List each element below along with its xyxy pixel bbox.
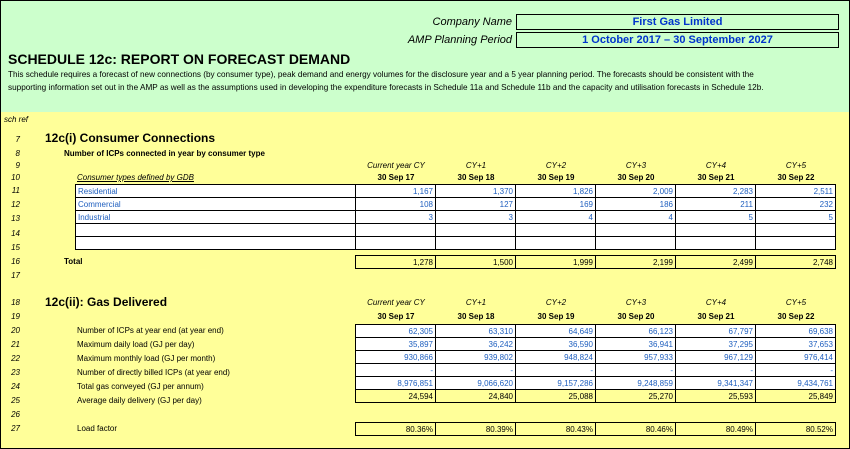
row-number: 14 xyxy=(11,229,20,238)
empty-cell[interactable] xyxy=(356,237,436,250)
row-number: 21 xyxy=(11,340,20,349)
empty-cell[interactable] xyxy=(516,224,596,237)
value-cell[interactable]: 967,129 xyxy=(676,351,756,364)
table-row xyxy=(356,364,836,377)
row-number: 17 xyxy=(11,271,20,280)
column-year-header: CY+1 xyxy=(465,298,487,307)
value-cell[interactable]: - xyxy=(516,364,596,377)
consumer-type-cell[interactable]: Commercial xyxy=(76,198,356,211)
value-cell[interactable]: 5 xyxy=(676,211,756,224)
load-factor-cell: 80.36% xyxy=(356,423,436,436)
value-cell[interactable]: 211 xyxy=(676,198,756,211)
column-date-header: 30 Sep 18 xyxy=(457,312,495,321)
calc-cell: 25,088 xyxy=(516,390,596,403)
row-number: 23 xyxy=(11,368,20,377)
company-name-value[interactable]: First Gas Limited xyxy=(516,14,839,30)
empty-cell[interactable] xyxy=(596,224,676,237)
row-number: 13 xyxy=(11,214,20,223)
consumer-type-cell[interactable]: Industrial xyxy=(76,211,356,224)
table-row xyxy=(76,185,836,198)
schedule-title: SCHEDULE 12c: REPORT ON FORECAST DEMAND xyxy=(8,51,351,67)
table-row xyxy=(356,377,836,390)
company-name-label: Company Name xyxy=(432,16,512,28)
total-cell: 1,999 xyxy=(516,256,596,269)
row-number: 19 xyxy=(11,312,20,321)
column-date-header: 30 Sep 17 xyxy=(377,312,415,321)
value-cell[interactable]: 36,941 xyxy=(596,338,676,351)
value-cell[interactable]: 976,414 xyxy=(756,351,836,364)
total-cell: 2,199 xyxy=(596,256,676,269)
row-number: 26 xyxy=(11,410,20,419)
empty-cell[interactable] xyxy=(76,237,356,250)
gas-row-label: Maximum monthly load (GJ per month) xyxy=(77,354,216,363)
value-cell[interactable]: 948,824 xyxy=(516,351,596,364)
total-cell: 1,500 xyxy=(436,256,516,269)
total-cell: 1,278 xyxy=(356,256,436,269)
value-cell[interactable]: 939,802 xyxy=(436,351,516,364)
table-row xyxy=(356,423,836,436)
load-factor-cell: 80.49% xyxy=(676,423,756,436)
gas-row-label: Number of ICPs at year end (at year end) xyxy=(77,326,224,335)
section-consumer-connections-subtitle: Number of ICPs connected in year by consumer type xyxy=(64,149,265,158)
value-cell[interactable]: 63,310 xyxy=(436,325,516,338)
schedule-description: This schedule requires a forecast of new connections (by consumer type), peak demand and energy volumes for the disclosure year and a 5 year planning period. The forecasts should be consistent with the supporting information set out in the AMP as well as the assumptions used in developing the expenditure forecasts in Schedule 11a and Schedule 11b and the capacity and utilisation forecasts in Schedule 12b. xyxy=(8,70,764,92)
column-year-header: CY+2 xyxy=(545,298,567,307)
column-date-header: 30 Sep 22 xyxy=(777,312,815,321)
empty-cell[interactable] xyxy=(596,237,676,250)
value-cell[interactable]: 9,066,620 xyxy=(436,377,516,390)
load-factor-cell: 80.46% xyxy=(596,423,676,436)
column-date-header: 30 Sep 18 xyxy=(457,173,495,182)
value-cell[interactable]: 127 xyxy=(436,198,516,211)
table-row xyxy=(76,237,836,250)
value-cell[interactable]: 1,167 xyxy=(356,185,436,198)
load-factor-cell: 80.43% xyxy=(516,423,596,436)
total-cell: 2,748 xyxy=(756,256,836,269)
calc-cell: 25,593 xyxy=(676,390,756,403)
value-cell[interactable]: 3 xyxy=(356,211,436,224)
column-date-header: 30 Sep 20 xyxy=(617,312,655,321)
calc-cell: 24,594 xyxy=(356,390,436,403)
value-cell[interactable]: 2,283 xyxy=(676,185,756,198)
value-cell[interactable]: 2,009 xyxy=(596,185,676,198)
gas-row-label: Average daily delivery (GJ per day) xyxy=(77,396,202,405)
value-cell[interactable]: 5 xyxy=(756,211,836,224)
table-row xyxy=(356,390,836,403)
amp-period-value[interactable]: 1 October 2017 – 30 September 2027 xyxy=(516,32,839,48)
total-cell: 2,499 xyxy=(676,256,756,269)
column-date-header: 30 Sep 17 xyxy=(377,173,415,182)
value-cell[interactable]: 9,248,859 xyxy=(596,377,676,390)
value-cell[interactable]: 66,123 xyxy=(596,325,676,338)
load-factor-cell: 80.39% xyxy=(436,423,516,436)
empty-cell[interactable] xyxy=(516,237,596,250)
row-number: 22 xyxy=(11,354,20,363)
empty-cell[interactable] xyxy=(436,224,516,237)
row-number: 7 xyxy=(15,135,20,144)
value-cell[interactable]: 8,976,851 xyxy=(356,377,436,390)
gas-row-label: Maximum daily load (GJ per day) xyxy=(77,340,195,349)
column-year-header: Current year CY xyxy=(367,161,425,170)
gas-row-label: Total gas conveyed (GJ per annum) xyxy=(77,382,204,391)
row-number: 10 xyxy=(11,173,20,182)
value-cell[interactable]: 108 xyxy=(356,198,436,211)
row-number: 12 xyxy=(11,200,20,209)
load-factor-label: Load factor xyxy=(77,424,118,433)
value-cell[interactable]: 37,653 xyxy=(756,338,836,351)
column-date-header: 30 Sep 20 xyxy=(617,173,655,182)
table-row xyxy=(356,256,836,269)
row-number: 16 xyxy=(11,257,20,266)
row-number: 25 xyxy=(11,396,20,405)
amp-period-label: AMP Planning Period xyxy=(407,34,512,46)
load-factor-table xyxy=(355,422,836,436)
calc-cell: 25,849 xyxy=(756,390,836,403)
column-date-header: 30 Sep 21 xyxy=(697,173,735,182)
column-year-header: CY+5 xyxy=(785,161,807,170)
value-cell[interactable]: - xyxy=(596,364,676,377)
value-cell[interactable]: - xyxy=(756,364,836,377)
value-cell[interactable]: 186 xyxy=(596,198,676,211)
table-row xyxy=(356,351,836,364)
value-cell[interactable]: 36,590 xyxy=(516,338,596,351)
row-number: 9 xyxy=(15,161,20,170)
row-number: 11 xyxy=(11,186,20,195)
column-date-header: 30 Sep 22 xyxy=(777,173,815,182)
calc-cell: 24,840 xyxy=(436,390,516,403)
value-cell[interactable]: - xyxy=(356,364,436,377)
column-year-header: CY+1 xyxy=(465,161,487,170)
value-cell[interactable]: 9,434,761 xyxy=(756,377,836,390)
value-cell[interactable]: 62,305 xyxy=(356,325,436,338)
value-cell[interactable]: 4 xyxy=(516,211,596,224)
row-number: 18 xyxy=(11,298,20,307)
value-cell[interactable]: 9,341,347 xyxy=(676,377,756,390)
value-cell[interactable]: 2,511 xyxy=(756,185,836,198)
row-number: 20 xyxy=(11,326,20,335)
column-year-header: CY+4 xyxy=(705,298,727,307)
column-date-header: 30 Sep 19 xyxy=(537,173,575,182)
row-number: 24 xyxy=(11,382,20,391)
table-row xyxy=(356,325,836,338)
consumer-type-cell[interactable]: Residential xyxy=(76,185,356,198)
value-cell[interactable]: 67,797 xyxy=(676,325,756,338)
value-cell[interactable]: 3 xyxy=(436,211,516,224)
total-label: Total xyxy=(64,257,83,266)
section-gas-delivered-title: 12c(ii): Gas Delivered xyxy=(45,295,168,309)
column-year-header: CY+5 xyxy=(785,298,807,307)
total-row-table xyxy=(355,255,836,269)
empty-cell[interactable] xyxy=(436,237,516,250)
empty-cell[interactable] xyxy=(676,224,756,237)
gas-delivered-table xyxy=(355,324,836,403)
value-cell[interactable]: 37,295 xyxy=(676,338,756,351)
empty-cell[interactable] xyxy=(756,237,836,250)
consumer-connections-table xyxy=(75,184,836,250)
value-cell[interactable]: 232 xyxy=(756,198,836,211)
column-year-header: CY+4 xyxy=(705,161,727,170)
value-cell[interactable]: 957,933 xyxy=(596,351,676,364)
empty-cell[interactable] xyxy=(676,237,756,250)
value-cell[interactable]: 930,866 xyxy=(356,351,436,364)
value-cell[interactable]: 36,242 xyxy=(436,338,516,351)
value-cell[interactable]: 9,157,286 xyxy=(516,377,596,390)
value-cell[interactable]: 169 xyxy=(516,198,596,211)
row-number: 15 xyxy=(11,243,20,252)
calc-cell: 25,270 xyxy=(596,390,676,403)
value-cell[interactable]: 4 xyxy=(596,211,676,224)
gas-row-label: Number of directly billed ICPs (at year end) xyxy=(77,368,230,377)
column-date-header: 30 Sep 19 xyxy=(537,312,575,321)
sch-ref-label: sch ref xyxy=(4,115,29,124)
value-cell[interactable]: 35,897 xyxy=(356,338,436,351)
empty-cell[interactable] xyxy=(356,224,436,237)
header-panel xyxy=(1,1,849,112)
empty-cell[interactable] xyxy=(756,224,836,237)
row-number: 27 xyxy=(11,424,20,433)
table-row xyxy=(76,198,836,211)
column-year-header: Current year CY xyxy=(367,298,425,307)
table-row xyxy=(76,211,836,224)
column-year-header: CY+2 xyxy=(545,161,567,170)
column-year-header: CY+3 xyxy=(625,161,647,170)
load-factor-cell: 80.52% xyxy=(756,423,836,436)
consumer-types-header: Consumer types defined by GDB xyxy=(77,173,194,182)
value-cell[interactable]: - xyxy=(436,364,516,377)
column-date-header: 30 Sep 21 xyxy=(697,312,735,321)
column-year-header: CY+3 xyxy=(625,298,647,307)
table-row xyxy=(76,224,836,237)
empty-cell[interactable] xyxy=(76,224,356,237)
section-consumer-connections-title: 12c(i) Consumer Connections xyxy=(45,131,216,145)
value-cell[interactable]: 1,826 xyxy=(516,185,596,198)
value-cell[interactable]: 1,370 xyxy=(436,185,516,198)
row-number: 8 xyxy=(15,149,20,158)
value-cell[interactable]: - xyxy=(676,364,756,377)
table-row xyxy=(356,338,836,351)
value-cell[interactable]: 69,638 xyxy=(756,325,836,338)
value-cell[interactable]: 64,649 xyxy=(516,325,596,338)
